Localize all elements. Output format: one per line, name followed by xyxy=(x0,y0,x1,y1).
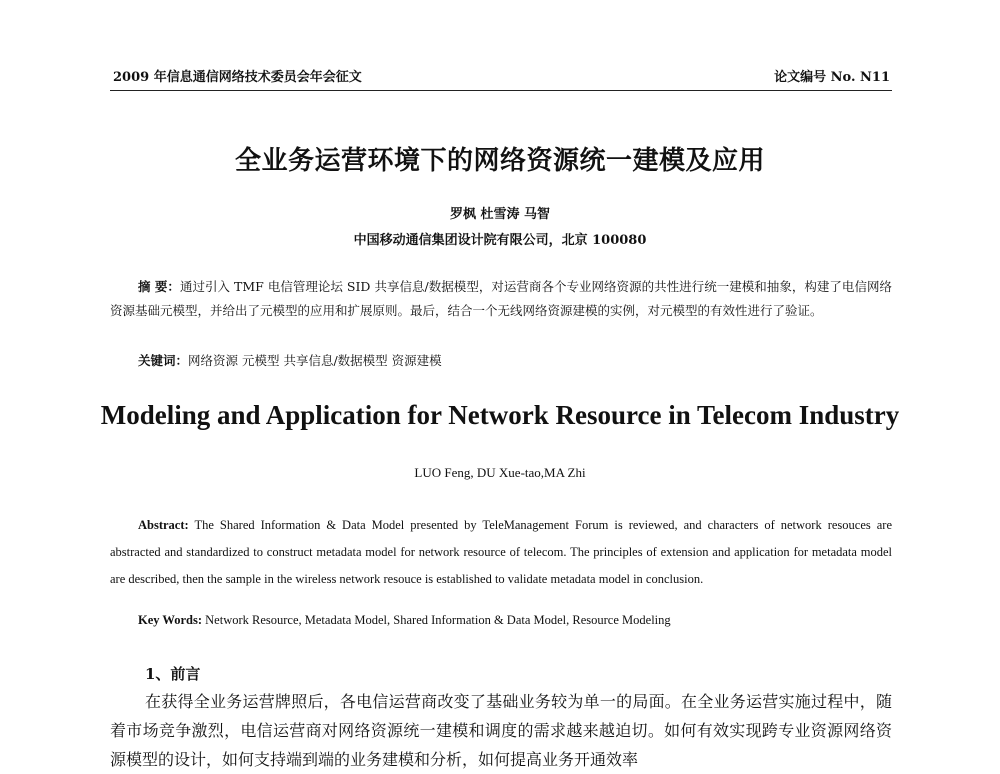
abstract-en-text: The Shared Information & Data Model presented by TeleManagement Forum is reviewed, and characters of network resouces are abstracted and standardized to construct metadata model for network resource of telecom. The principles of extension and application for metadata model are described, then the sample in the wireless network resouce is established to validate metadata model in conclusion. xyxy=(110,518,892,586)
page-header xyxy=(113,66,890,88)
affiliation-cn: 中国移动通信集团设计院有限公司，北京 100080 xyxy=(353,233,647,248)
keywords-cn xyxy=(138,351,892,369)
authors-en: LUO Feng, DU Xue-tao,MA Zhi xyxy=(414,465,586,480)
keywords-en-text: Network Resource, Metadata Model, Shared Information & Data Model, Resource Modeling xyxy=(205,613,671,627)
header-conference: 2009 年信息通信网络技术委员会年会征文 xyxy=(113,70,362,85)
abstract-cn-text: 通过引入 TMF 电信管理论坛 SID 共享信息/数据模型，对运营商各个专业网络资源的共性进行统一建模和抽象，构建了电信网络资源基础元模型，并给出了元模型的应用和扩展原则。最后，结合一个无线网络资源建模的实例，对元模型的有效性进行了验证。 xyxy=(110,279,892,318)
abstract-en-label: Abstract: xyxy=(138,518,189,532)
keywords-cn-text: 网络资源 元模型 共享信息/数据模型 资源建模 xyxy=(188,353,442,368)
keywords-en-label: Key Words: xyxy=(138,613,203,627)
abstract-en xyxy=(110,512,892,593)
authors-cn: 罗枫 杜雪涛 马智 xyxy=(449,207,551,222)
abstract-cn-label: 摘 要： xyxy=(138,279,180,294)
keywords-en xyxy=(138,613,892,628)
paper-title-en: Modeling and Application for Network Resource in Telecom Industry xyxy=(100,400,900,430)
keywords-cn-label: 关键词： xyxy=(138,353,189,368)
header-divider xyxy=(110,90,892,91)
section-heading-intro: 1、前言 xyxy=(145,665,201,683)
abstract-cn xyxy=(110,275,892,323)
header-paper-number: 论文编号 No. N11 xyxy=(774,70,890,85)
paper-title-cn: 全业务运营环境下的网络资源统一建模及应用 xyxy=(234,146,765,176)
section-body-intro: 在获得全业务运营牌照后，各电信运营商改变了基础业务较为单一的局面。在全业务运营实施过程中，随着市场竞争激烈，电信运营商对网络资源统一建模和调度的需求越来越迫切。如何有效实现跨专业资源网络资源模型的设计，如何支持端到端的业务建模和分析，如何提高业务开通效率 xyxy=(110,692,892,769)
